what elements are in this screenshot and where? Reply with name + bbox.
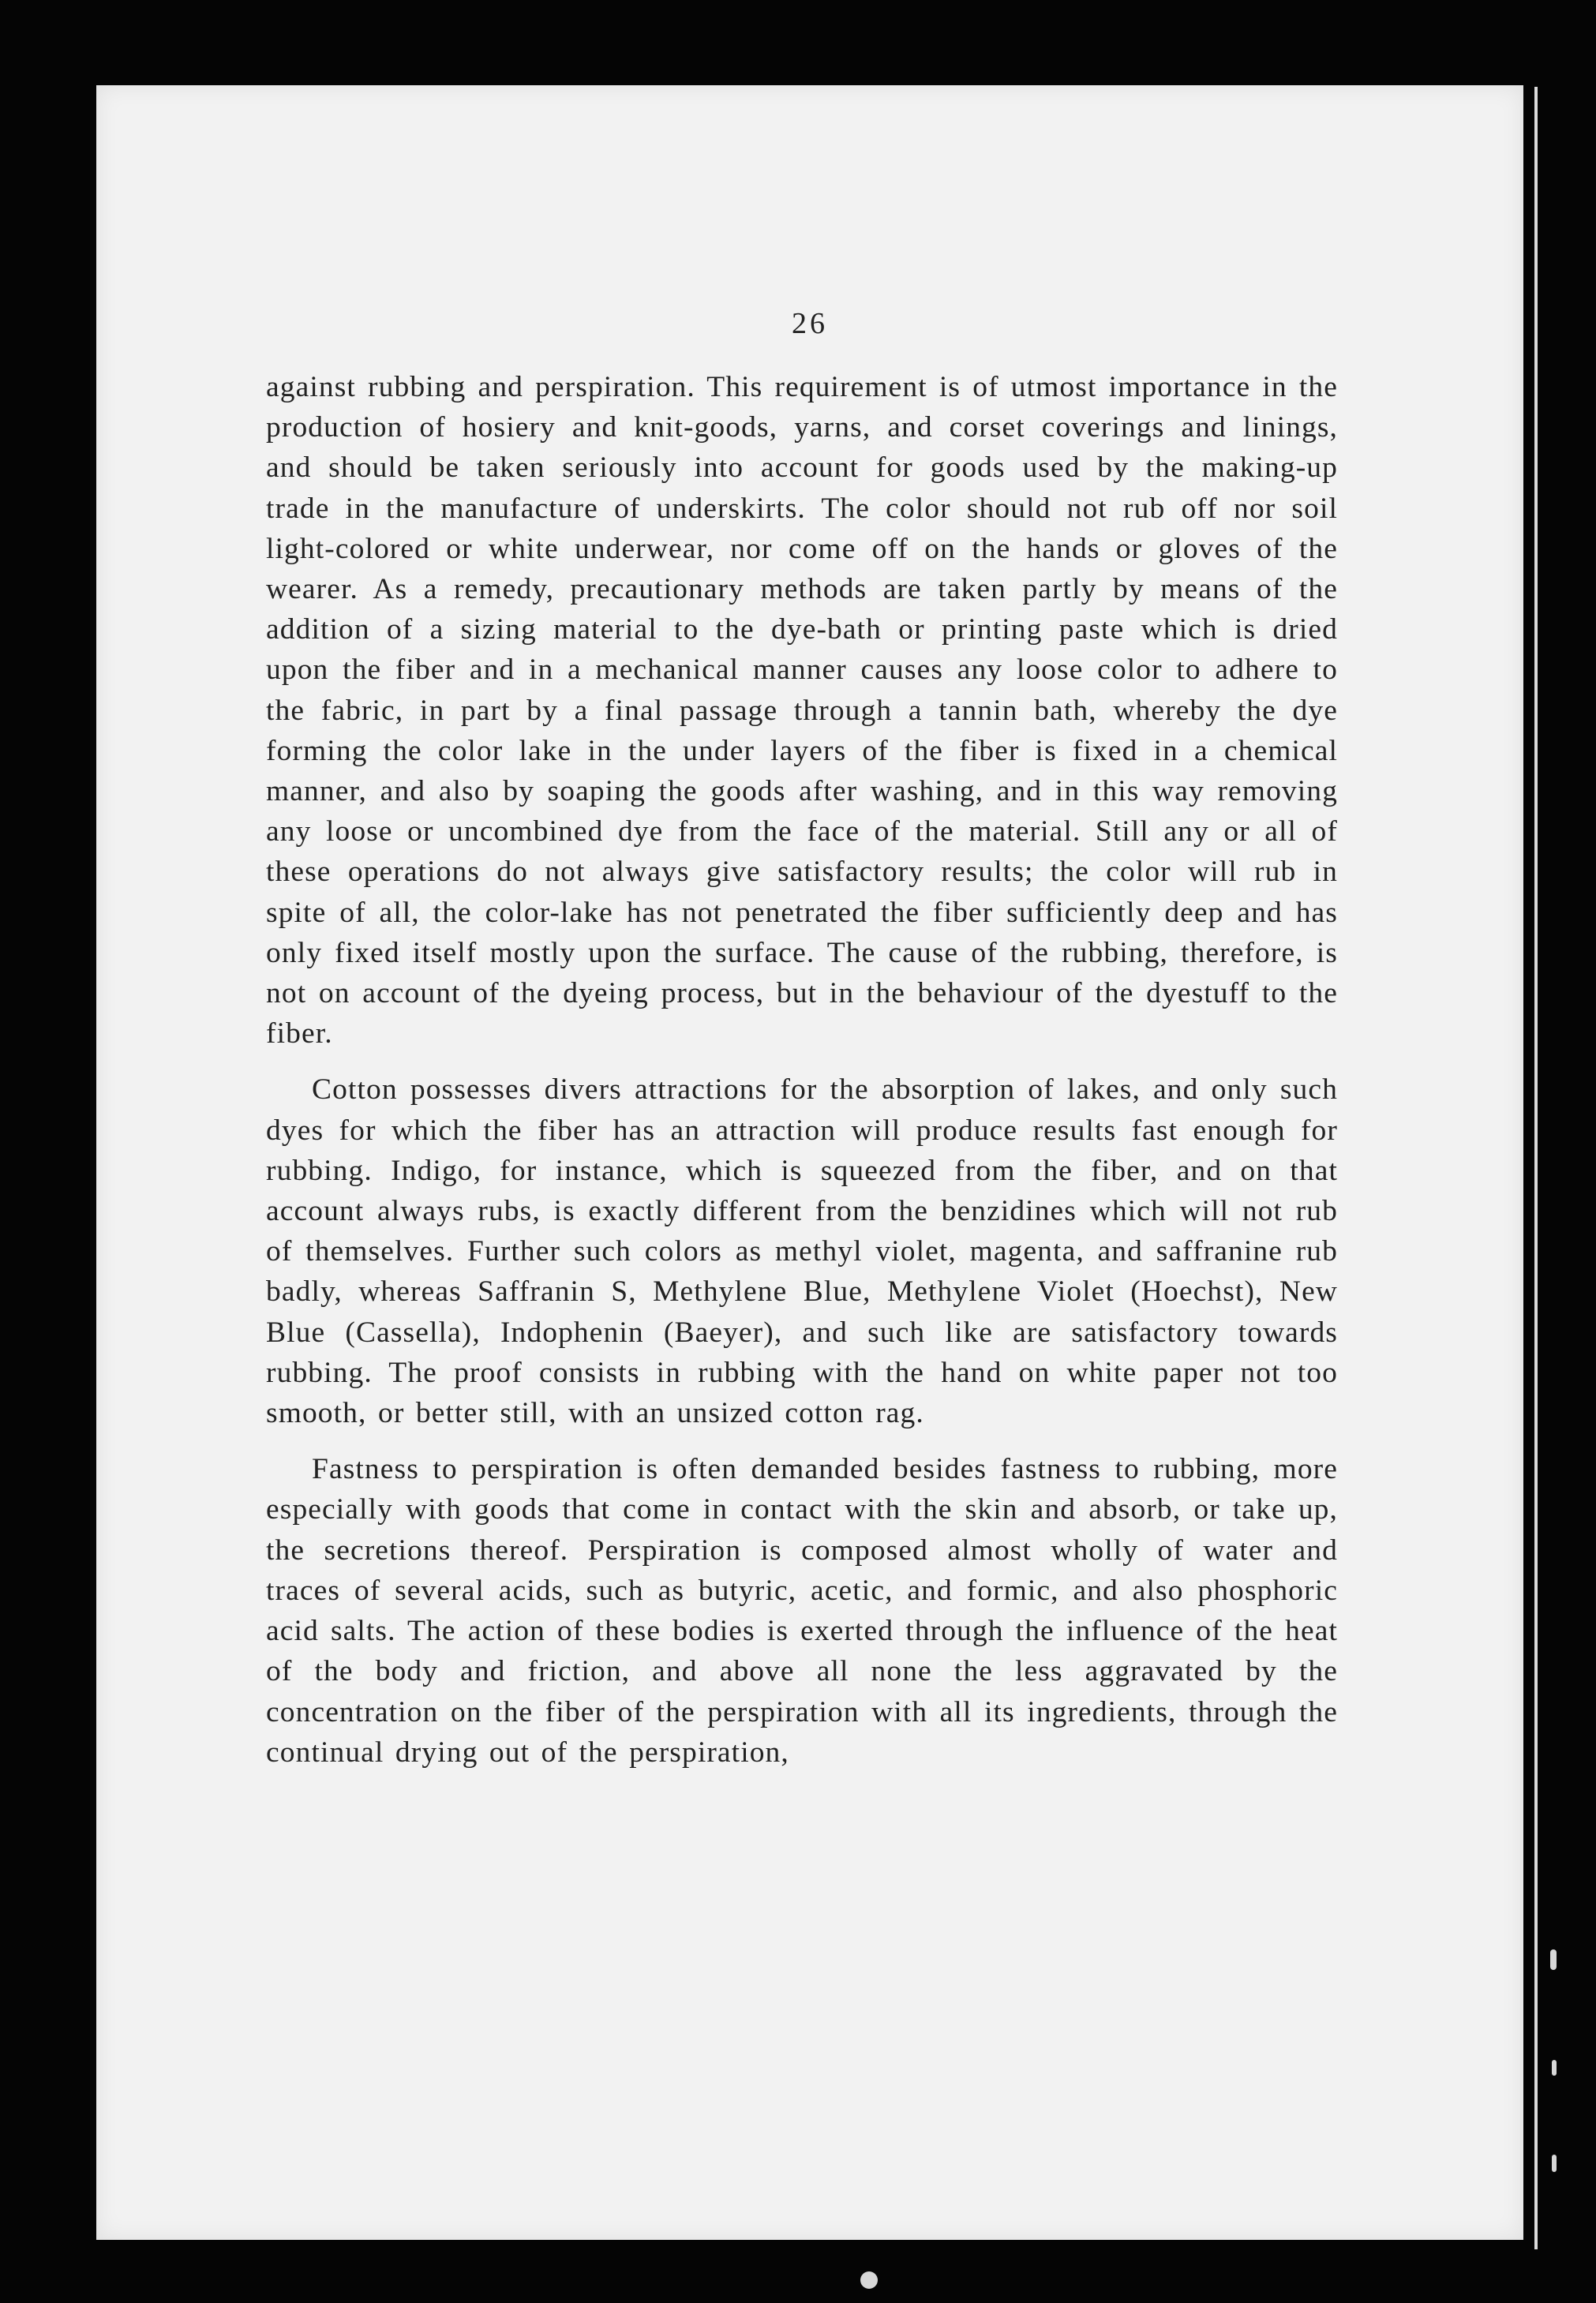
paragraph: against rubbing and perspiration. This requirement is of utmost importance in the production of hosiery and knit-goods, yarns, and corset coverings and linings, and should be taken seriously into account for goods used by the making-up trade in the manufacture of underskirts. The color should not rub off nor soil light-colored or white underwear, nor come off on the hands or gloves of the wearer. As a remedy, precautionary methods are taken partly by means of the addition of a sizing material to the dye-bath or printing paste which is dried upon the fiber and in a mechanical manner causes any loose color to adhere to the fabric, in part by a final passage through a tannin bath, whereby the dye forming the color lake in the under layers of the fiber is fixed in a chemical manner, and also by soaping the goods after washing, and in this way removing any loose or uncombined dye from the face of the material. Still any or all of these operations do not always give satisfactory results; the color will rub in spite of all, the color-lake has not penetrated the fiber sufficiently deep and has only fixed itself mostly upon the surface. The cause of the rubbing, therefore, is not on account of the dyeing process, but in the behaviour of the dyestuff to the fiber. — [266, 371, 1338, 1050]
paragraph: Cotton possesses divers attractions for the absorption of lakes, and only such dyes for which the fiber has an attraction will produce results fast enough for rubbing. Indigo, for instance, which is squeezed from the fiber, and on that account always rubs, is exactly different from the benzidines which will not rub of themselves. Further such colors as methyl violet, magenta, and saffranine rub badly, whereas Saffranin S, Methylene Blue, Methylene Violet (Hoechst), New Blue (Cassella), Indophenin (Baeyer), and such like are satisfactory towards rubbing. The proof consists in rubbing with the hand on white paper not too smooth, or better still, with an unsized cotton rag. — [266, 1073, 1338, 1430]
adjacent-page-edge — [1534, 87, 1553, 2249]
paragraph: Fastness to perspiration is often demanded besides fastness to rubbing, more especially with goods that come in contact with the skin and absorb, or take up, the secretions thereof. Perspiration is composed almost wholly of water and traces of several acids, such as butyric, acetic, and formic, and also phosphoric acid salts. The action of these bodies is exerted through the influence of the heat of the body and friction, and above all none the less aggravated by the concentration on the fiber of the perspiration with all its ingredients, through the continual drying out of the perspiration, — [266, 1453, 1338, 1769]
page-number: 26 — [792, 307, 828, 340]
scan-speck — [860, 2271, 878, 2289]
page-body — [266, 367, 1338, 1788]
